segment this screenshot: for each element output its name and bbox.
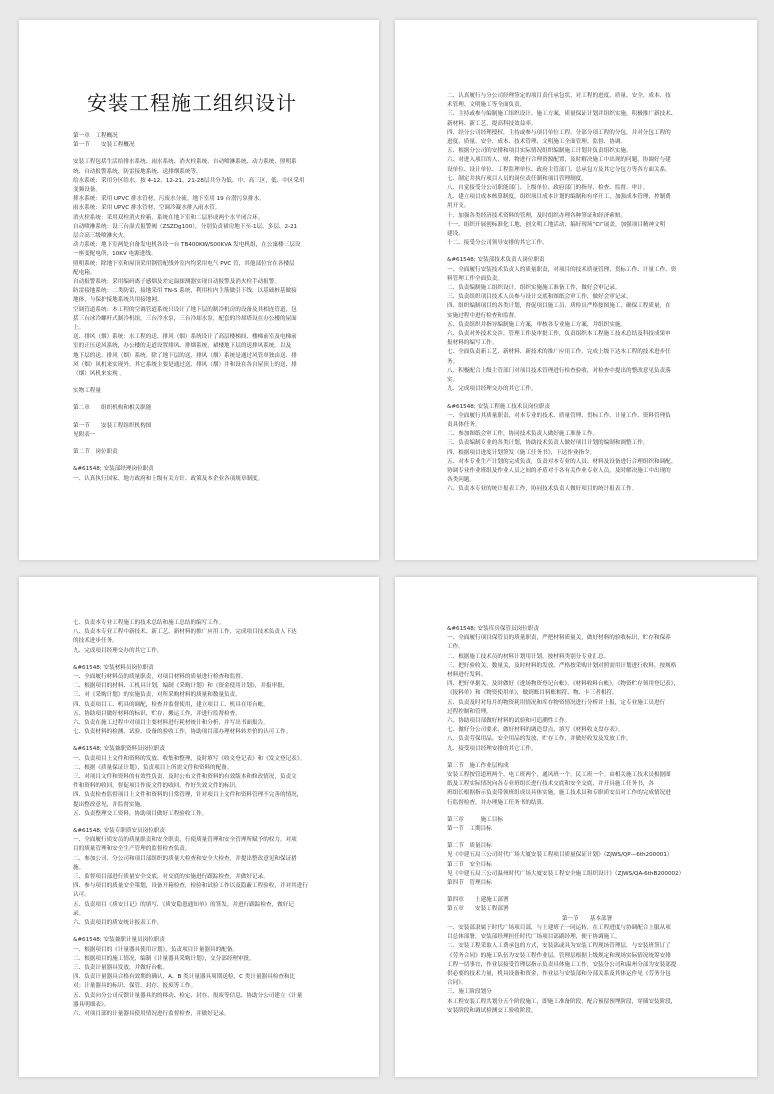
text-line: 排水系统：采用 UPVC 排水管材，污废水分流。地下室用 19 台潜污泵排水。 <box>73 196 265 203</box>
text-line: 第四章 土建施工部署 <box>447 897 509 904</box>
text-line: 设单位、设计单位、工程监理单位、政府主管部门、总承包方及其它分包方等各方面关系。 <box>447 166 671 173</box>
text-line: 各类问题。 <box>447 477 475 484</box>
text-line: &#61548; 安装兼职资料员岗位职责 <box>73 746 166 753</box>
text-line: 十二、接受分公司领导安排的其它工作。 <box>447 240 548 247</box>
text-line: 一、根据项目的《计量器具使用计划》，负责项目计量器具的配备。 <box>73 946 239 953</box>
text-line: 四、把好单据关，及时做好《进场物资登记台帐》，《材料收料台帐》，《物资贮存领用登记表》， <box>447 681 680 688</box>
text-line: 一、全面履行项目保管员的质量职责，严把材料质量关，做好材料的验收标识，贮存和保养 <box>447 635 671 642</box>
text-line: 班组长根据指示负责带领班组成员具体实施，施工技术员和专职质安员对工作的完成情况进 <box>447 790 671 797</box>
text-line: 第一章 工程概况 <box>73 133 118 139</box>
text-line: 自动报警系统：采用编码离子感烟及差定温探测器实现自动报警及消火栓手动报警。 <box>73 279 280 286</box>
text-line: 安装工程按管道班两个、电工班两个，通风班一个，民工班一个。由相关施工技术员根据图 <box>447 772 671 779</box>
text-line: 雨水系统：采用 UPVC 排水管材，空调冷凝水排入雨水管。 <box>73 205 221 212</box>
text-line: 工程一切事宜，作业层接受管理层指示负责具体施工工作，安装分公司和温州分部为安装部提 <box>447 961 677 968</box>
blank-line <box>447 888 727 896</box>
text-line: 行监督检查，并办理施工任务书的结算。 <box>447 799 548 806</box>
text-line: 四、负责计量器具合格有效期的确认，A、B 类计量器具周期送检，C 类计量器具检查和比 <box>73 974 296 981</box>
text-line: 工作。 <box>447 644 464 651</box>
text-line: 室的正压送风系统，办公楼的走道设置排风、排烟系统，裙楼地下层的送排风系统。以及 <box>73 343 292 350</box>
text-line: 安装工程包括生活给排水系统、雨水系统、消火栓系统、自动喷淋系统、动力系统、照明系 <box>73 159 297 166</box>
blank-line <box>73 928 349 936</box>
text-line: 照明系统：除地下室和屋顶采用钢管配线外室内均采用电气 PVC 管，其他部位宜在各楼层 <box>73 260 295 267</box>
text-line: 第三节 安全目标 <box>447 861 492 868</box>
text-line: 进度、质量、安全、成本、技术管理、文明施工全面管理、监督、协调。 <box>447 139 627 146</box>
text-line: 第四节 管理目标 <box>447 880 492 887</box>
text-line: 一、认真执行国家、地方政府和上级有关方针、政策及本企业各项规章制度。 <box>73 475 264 482</box>
text-line: 二、参加图纸会审工作，协同技术负责人做好施工准备工作。 <box>447 431 599 438</box>
text-line: 第二章 组织机构和相关职能 <box>73 405 152 412</box>
text-line: 给水系统：采用分区给水。按 4-12、12-21、21-28层共分为低、中、高三区，低、中区采用 <box>73 177 305 184</box>
document-title: 安装工程施工组织设计 <box>87 91 297 115</box>
text-line: 三、对《采购计划》的实施负责，对所采购材料的质量和数量负责。 <box>73 692 241 699</box>
text-line: 见附表一 <box>73 431 96 438</box>
blank-line <box>73 819 349 827</box>
text-line: 八、负责劳保用品、安全用品的发放、贮存工作，并做好收发及发放工作。 <box>447 736 632 743</box>
document-page-1 <box>19 20 379 560</box>
text-line: 七、全面负责新工艺、新材料、新技术的推广应用工作，完成上级下达本工程的技术进步任 <box>447 349 671 356</box>
text-line: 第一节 安装工程组织机构图 <box>73 422 152 429</box>
text-line: 三、负责计量器具发放，并做好台帐。 <box>73 964 169 971</box>
text-line: 六、对项目部的计量器具使用情况进行监督检查，并做好记录。 <box>73 1010 230 1017</box>
text-line: &#61548; 安装兼职计量员岗位职责 <box>73 937 166 944</box>
text-line: 五、负责组织并指导编制施工方案，审核各专业施工方案，并组织实施。 <box>447 321 627 328</box>
blank-line <box>73 414 349 422</box>
text-line: 动力系统：地下室两处自备发电机各设一台 TB400KW/500KVA 发电机组，在公寓楼三层设 <box>73 242 301 249</box>
text-line: 括三台冰冷螺杆式制冷机组，三台冷水泵，三台冷却水泵，配套的冷却塔设在办公楼的屋面 <box>73 315 297 322</box>
text-line: 三、主持或参与编制施工组织设计、施工方案，质量保证计划并组织实施，积极推广新技术、 <box>447 111 677 118</box>
text-line: 五、负责向分公司反馈计量器具的的移动、检定、封存、报废等信息，协助分公司建立《计量 <box>73 992 303 999</box>
text-line: 《报料单》和《物资使用单》，做到账目料账相符、物、卡三者相符。 <box>447 690 618 697</box>
text-line: 八、负责本专业工程中新技术、新工艺、新材料的推广应用工作，完成项目技术负责人下达 <box>73 629 297 636</box>
text-line: 安装阶段和调试检测交工验收阶段。 <box>447 1007 537 1014</box>
text-line: 对；计量器具的标识、保管、封存、报废等工作。 <box>73 983 197 990</box>
blank-line <box>73 656 349 664</box>
text-line: 第一节 工期目标 <box>447 826 492 833</box>
text-line: 一、全面履行质安员的质量职责和安全职责，行使质量管理和安全管理所赋予的权力，对项 <box>73 837 297 844</box>
text-line: 一、安装部隶属于时代广场项目部，与土建班子一同运转，在工程进度与协调配合上服从项 <box>447 924 671 931</box>
text-line: 地体，与保护接地系统共用接地网。 <box>73 297 163 304</box>
text-line: 的技术进步任务。 <box>73 638 118 645</box>
text-line: 层合高三级喷淋火火。 <box>73 233 129 240</box>
text-line: 变频设备。 <box>73 187 101 194</box>
text-line: 八、积极配合上级主管部门对项目技术管理进行检查验收，对检查中提出的整改意见负责落 <box>447 367 671 374</box>
text-line: 二、安装工程采取人工费承包的方式，安装部或具为安装工程现场管理层，与安装班签订了 <box>447 943 671 950</box>
blank-line <box>73 440 349 448</box>
text-line: 二、根据项目的施工情况，编制《计量器具采购计划》，交分部经理审批。 <box>73 955 255 962</box>
text-line: 四、参与项目的质量安全策划，设备开箱检查，检验和试验工作以及隐蔽工程验收，并对其进行 <box>73 883 308 890</box>
text-line: 七、负责本专业工程施工的技术总结和施工总结的编写工作。 <box>73 620 225 626</box>
blank-line <box>447 754 727 762</box>
text-line: 二、根据《质量保证计划》，负责项目上所需文件和资料的配备。 <box>73 764 233 771</box>
text-line: 一、负责项目上文件和资料的发放、收集和整理，及时填写《收文登记表》和《发文登记表》。 <box>73 755 306 762</box>
text-line: 一座变配电所，10KV 电源进线。 <box>73 251 157 258</box>
text-line: &#61548; 安装库房保管员岗位职责 <box>447 626 540 632</box>
text-line: 六、负责在施工过程中对项目主要材料进行耗材统计和分析，并写出书面报告。 <box>73 720 269 727</box>
text-line: 三、把好验收关，数量关，及时材料的发放，严格按采购计划对照需用计划进行收料，按规格 <box>447 662 677 669</box>
text-line: 上。 <box>73 325 85 332</box>
text-line: 第一节 基本部署 <box>561 915 613 922</box>
text-line: 六、负责本专业的统计报表工作，协同技术负责人做好项目的统计报表工作。 <box>447 486 638 493</box>
text-line: 第二节 质量目标 <box>447 843 492 850</box>
text-line: 施。 <box>73 864 85 871</box>
text-line: 材料进行发料。 <box>447 672 487 679</box>
blank-line <box>73 396 349 404</box>
text-line: 七、制定并执行项目人员的岗位责任制和项目管理制度。 <box>447 175 587 182</box>
blank-line <box>447 808 727 816</box>
text-line: 二、参加公司、分公司和项目部组织的质量大检查和安全大检查，并提出整改意见和保证措 <box>73 855 297 862</box>
text-line: 报材料的编写工作。 <box>447 340 498 347</box>
page-body <box>447 625 727 1016</box>
text-line: &#61548; 安装工程施工技术员岗位职责 <box>447 403 551 410</box>
page-body <box>73 619 349 1019</box>
text-line: 三、对项目文件和资料的有效性负责，及时公布文件和资料的有效版本和修改情况，负责文 <box>73 774 297 781</box>
blank-line <box>447 395 727 403</box>
text-line: 十一、组织开展创标准化工地，创文明工地活动，搞好现场“CI”展盖，加强项目精神文明 <box>447 221 666 228</box>
text-line: 六、负责对外技术交涉，管理工作及审批工作，负责组织本工程施工技术总结及科技成果申 <box>447 331 671 338</box>
text-line: 《劳务合同》的施工队伍为安装工程作业层。管理层根据上级规定和现场实际情况统筹安排 <box>447 952 671 959</box>
text-line: 实。 <box>447 377 459 384</box>
text-line: 地下层的送、排风（烟）系统。除了地下层的送、排风（烟）系统是通过风管单独由送、排 <box>73 352 297 359</box>
text-line: 十、加强各类经济技术资料的管理，及时组织办理各种签证和经济索赔。 <box>447 212 627 219</box>
blank-line <box>447 834 727 842</box>
text-line: 四、负责项目工、机具的调配，检查并监督使用，建立项目工、机具在用台帐。 <box>73 701 269 708</box>
text-line: 统、自动报警系统、防雷接地系统、送排烟系统等。 <box>73 168 202 175</box>
text-line: &#61548; 安装部技术负责人岗位职责 <box>447 257 545 264</box>
text-line: 录。 <box>73 910 85 917</box>
document-page-2 <box>395 20 757 560</box>
text-line: 消火栓系统：采用双栓消火栓箱，系统在地下室和二层形成两个水平闭合环。 <box>73 214 264 221</box>
blank-line <box>447 248 727 256</box>
text-line: 见《中建五局三公司时代广场大厦安装工程项目质量保证计划》（ZJWS/QP—6th200001） <box>447 852 673 859</box>
text-line: 第三节 施工作业层构成 <box>447 762 509 769</box>
text-line: 建设。 <box>447 231 464 238</box>
text-line: 责具体任务。 <box>447 421 481 428</box>
text-line: 本工程安装工程共划分五个阶段施工，即施工准备阶段，配合预留预埋阶段，穿插安装阶段， <box>447 998 677 1005</box>
text-line: 新材料、新工艺，提高科技效益率。 <box>447 120 537 127</box>
text-line: 纸及工程实际情况向各专业班组长进行技术交底和安全交底，并开具施工任务书，各 <box>447 781 654 788</box>
text-line: 三、负责组织项目技术人员参与设计交底和图纸会审工作，做好会审记录。 <box>447 294 632 301</box>
text-line: 四、根据项目进度计划签发《施工任务书》，下达作业指令。 <box>447 449 596 456</box>
text-line: 九、建立项目成本核算制度，组织项目成本计划的编制和有序开工，加强成本管理，控制费 <box>447 194 671 201</box>
text-line: 七、做好分公司要求，做好材料的调造盘点，填写《材料收支盘存表》。 <box>447 727 624 734</box>
text-line: 空调管道系统：本工程的空调管道系统只设计了地下层的制冷机房的设备及其相连管道，包 <box>73 306 297 313</box>
text-line: 实施过程中进行检查和监督。 <box>447 312 520 319</box>
text-line: &#61548; 安装专职质安员岗位职责 <box>73 828 166 835</box>
text-line: 三、施工阶段划分 <box>447 989 492 996</box>
text-line: 一、全面履行安装技术负责人的质量职责，对项目的技术质量管理、贯标工作、计量工作、资 <box>447 266 677 273</box>
text-line: 二、根据施工技术员的材料计划用计划，按材料类别分专业汇总。 <box>447 653 610 660</box>
text-line: 三、监督项目部进行质量安全交底，对交底的实施进行跟踪检查，并做好记录。 <box>73 874 269 881</box>
text-line: 二、认真履行与分公司经理签定的项目责任承包状，对工程的进度、质量、安全、成本、技 <box>447 93 671 99</box>
text-line: 二、根据项目的材料、工机具计划，编制《采购计划》和《资金使用计划》，并报审批。 <box>73 683 289 690</box>
text-line: 配电箱。 <box>73 269 96 276</box>
text-line: 五、负责整理交工资料，协助项目做好工程验收工作。 <box>73 810 208 817</box>
text-line: 目总体部署，安装部经理担任时代广场项目部副经理，便于协调施工。 <box>447 934 621 941</box>
text-line: 九、完成项目经理交办的其它工作。 <box>73 647 163 654</box>
document-page-4 <box>395 577 757 1077</box>
text-line: 送、排风（烟）系统：水工程的送、排风（烟）系统设计了高层楼梯间、楼梯前室及电梯前 <box>73 334 297 341</box>
text-line: 供必要的技术力量，机具设备和资金，作业层与安装部和分部关系及其体运作见《劳务分包 <box>447 970 671 977</box>
text-line: 二、负责编制施工组织设计，组织实施施工准备工作，做好会审记录。 <box>447 285 621 292</box>
text-line: 一、全面履行材料员的质量职责，对项目材料的质量进行检查和监督。 <box>73 674 247 681</box>
text-line: 四、组织编制项目的各类计划，督促项目施工员、质检员严格按图施工，确保工程质量，在 <box>447 303 671 310</box>
blank-line <box>73 457 349 465</box>
text-line: 件和资料的收回，督促项目作废文件的收回，作好失效文件的标识。 <box>73 783 241 790</box>
text-line: 协调专业作业班组及作业人员之间的矛盾对于各有关作业专业人员，及时解决施工中出现的 <box>447 467 671 474</box>
text-line: 见《中建五局三公司温州时代广场大厦安装工程安全施工组织设计》（ZJWS/QA-6thB200002） <box>447 870 685 877</box>
text-line: 合同》。 <box>447 980 467 987</box>
text-line: 三、负责编制专业的各类计划，协助技术负责人做好项目计划的编制和调整工作。 <box>447 440 649 447</box>
blank-line <box>73 737 349 745</box>
text-line: 自动喷淋系统：设三台湿式报警阀（ZSZDg100），分别负责裙房地下至-1层、多层、2-21 <box>73 223 298 230</box>
text-line: 术管理、文明施工等全面负责。 <box>447 102 526 109</box>
text-line: 九、完成项目经理交办的其它工作。 <box>447 386 537 393</box>
text-line: 六、协助项目部做好材料的试验和可追溯性工作。 <box>447 718 571 725</box>
text-line: &#61548; 安装部经理岗位职责 <box>73 466 154 473</box>
page-body <box>447 92 727 495</box>
blank-line <box>73 379 349 387</box>
text-line: &#61548; 安装材料员岗位职责 <box>73 664 154 671</box>
text-line: 第五章 安装工程部署 <box>447 906 509 913</box>
text-line: 五、对本专业生产计划的完成负责，负责对本专业的人员、材料及设备进行合理组织和调配。 <box>447 458 677 465</box>
text-line: 四、经分公司经理授权，主持或参与项目单位工程、分部分项工程的分包，并对分包工程的 <box>447 129 671 136</box>
text-line: 六、对进入项目的人、财、物进行合理资源配置，及时解决施工中出现的问题，协调好与建 <box>447 157 671 164</box>
text-line: 八、自觉接受分公司职能部门、上级单位、政府部门的指导、检查、监督、审计。 <box>447 185 649 192</box>
document-page-3 <box>19 577 379 1077</box>
text-line: 一、全面履行其质量职责，对本专业的技术、质量管理、贯标工作、计量工作、资料管理负 <box>447 412 671 419</box>
text-line: 五、负责及时对每月的物资耗用情况和库存物资情况进行分析并上报，定专业施工员进行 <box>447 699 666 706</box>
text-line: 五、协助项目做好材料的标识、贮存、搬运工作，并进行监督检查。 <box>73 710 241 717</box>
text-line: （烟）风机来实现 。 <box>73 371 126 378</box>
text-line: 五、负责项目《质安日记》的填写，《质安隐患通知单》的签发，并进行跟踪检查，做好记 <box>73 901 294 908</box>
text-line: 务。 <box>447 358 459 365</box>
blank-line <box>73 150 349 158</box>
text-line: 风（烟）风机来实现外，其它系统主要是通过送、排风（烟）井和设在各自屋顶上的送、排 <box>73 361 297 368</box>
text-line: 器具明细表》。 <box>73 1001 110 1008</box>
text-line: 过程控制和管理。 <box>447 708 492 715</box>
text-line: 目的质量管理和安全生产管理的监督检查负责。 <box>73 846 191 853</box>
text-line: 防雷接地系统：二类防雷，接地采用 TN-S 系统，利用柱内主筋做引下线，以基础桩基做接 <box>73 288 297 295</box>
text-line: 提出整改意见，并监督实施。 <box>73 801 146 808</box>
text-line: 第二节 岗位职责 <box>73 449 118 456</box>
text-line: 七、负责材料的检测、试验、设备的验收工作，协助项目部办理材料转差价的认可工作。 <box>73 729 292 736</box>
text-line: 料管理工作全面负责。 <box>447 275 503 282</box>
text-line: 认可。 <box>73 892 90 899</box>
text-line: 用开支。 <box>447 203 470 210</box>
text-line: 六、负责项目的质安统计报表工作。 <box>73 920 163 927</box>
text-line: 实物工程量 <box>73 388 101 395</box>
page-body <box>73 132 349 484</box>
text-line: 第一节 安装工程概况 <box>73 142 135 149</box>
text-line: 四、负责检查监督项目上文件和资料的日常管理，针对项目上文件和资料管理不完善的情况， <box>73 792 303 799</box>
text-line: 第三章 施工目标 <box>447 816 503 823</box>
text-line: 九、接受项目经理安排的其它工作。 <box>447 745 537 752</box>
text-line: 五、根据分公司的安排和项目实际情况组织编制施工计划并负责组织实施。 <box>447 148 632 155</box>
